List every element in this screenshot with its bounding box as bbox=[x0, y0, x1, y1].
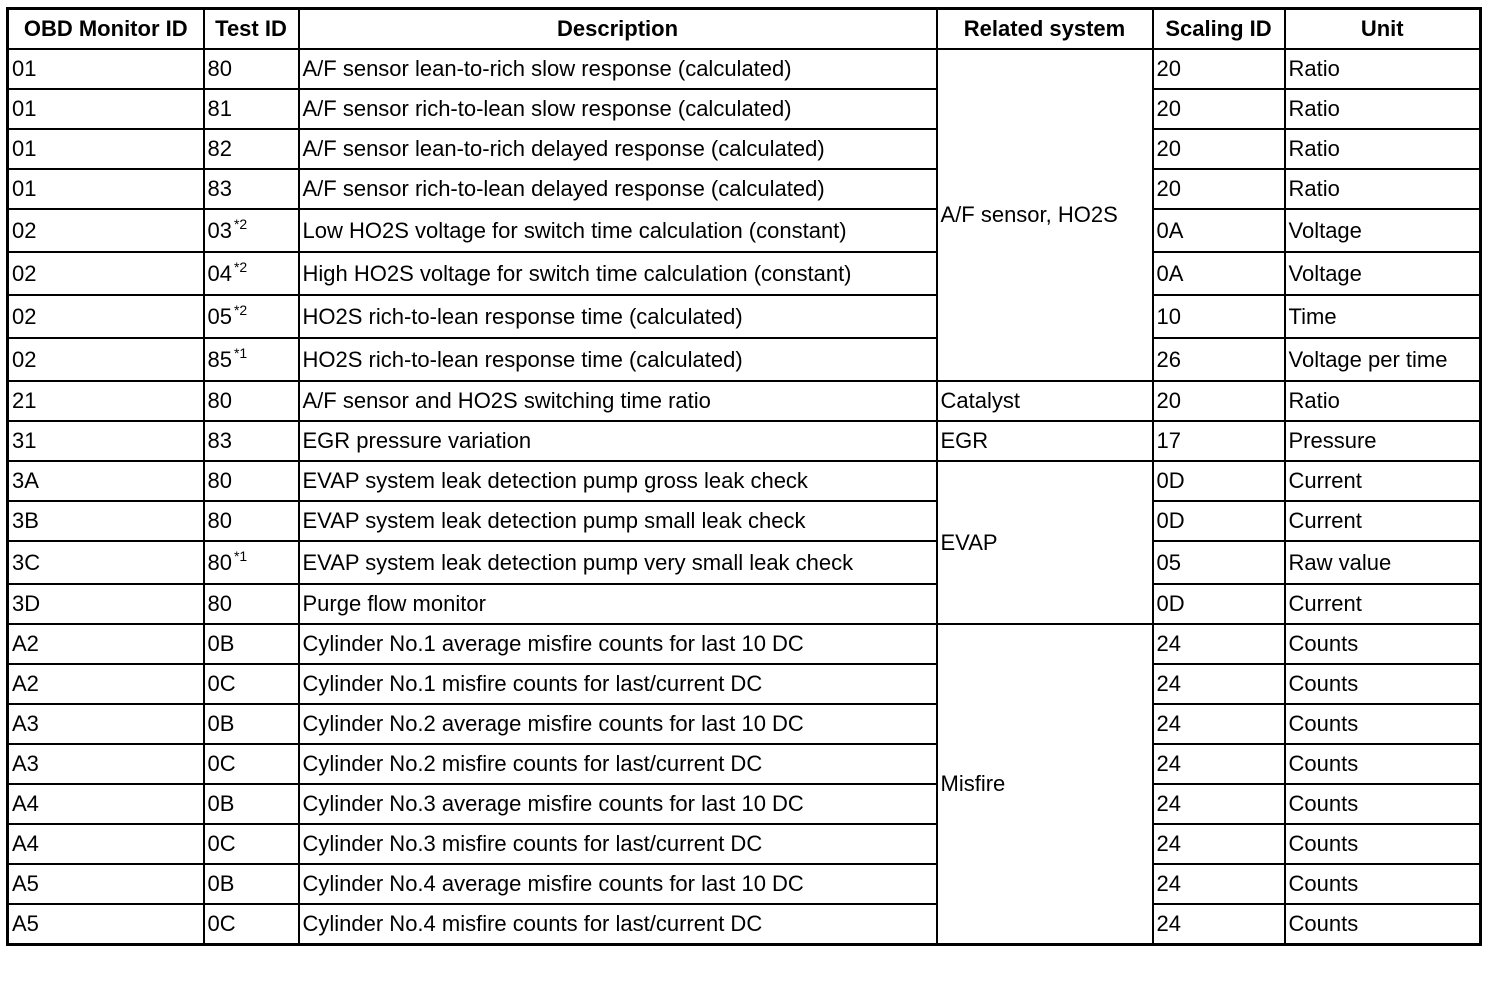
description-cell: Cylinder No.1 misfire counts for last/current DC bbox=[299, 664, 937, 704]
unit-cell: Ratio bbox=[1285, 381, 1481, 421]
scaling-id-cell: 24 bbox=[1153, 904, 1285, 945]
scaling-id-cell: 26 bbox=[1153, 338, 1285, 381]
obd-id-cell: A2 bbox=[8, 664, 204, 704]
description-cell: Cylinder No.1 average misfire counts for last 10 DC bbox=[299, 624, 937, 664]
test-id-cell: 0C bbox=[204, 824, 299, 864]
related-system-cell: A/F sensor, HO2S bbox=[937, 49, 1153, 381]
table-row bbox=[8, 824, 1481, 864]
related-system-cell: Misfire bbox=[937, 624, 1153, 945]
table-row bbox=[8, 784, 1481, 824]
description-cell: EVAP system leak detection pump very small leak check bbox=[299, 541, 937, 584]
header-row bbox=[8, 9, 1481, 50]
description-cell: EGR pressure variation bbox=[299, 421, 937, 461]
description-cell: A/F sensor and HO2S switching time ratio bbox=[299, 381, 937, 421]
header-related-system: Related system bbox=[937, 9, 1153, 50]
table-row bbox=[8, 252, 1481, 295]
unit-cell: Counts bbox=[1285, 744, 1481, 784]
scaling-id-cell: 20 bbox=[1153, 169, 1285, 209]
table-row bbox=[8, 129, 1481, 169]
scaling-id-cell: 0D bbox=[1153, 501, 1285, 541]
description-cell: High HO2S voltage for switch time calculation (constant) bbox=[299, 252, 937, 295]
header-description: Description bbox=[299, 9, 937, 50]
scaling-id-cell: 24 bbox=[1153, 864, 1285, 904]
test-id-cell: 04 $^{*2}$ bbox=[204, 252, 299, 295]
obd-id-cell: 01 bbox=[8, 169, 204, 209]
obd-id-cell: 01 bbox=[8, 89, 204, 129]
scaling-id-cell: 0D bbox=[1153, 461, 1285, 501]
obd-id-cell: 02 bbox=[8, 252, 204, 295]
scaling-id-cell: 05 bbox=[1153, 541, 1285, 584]
unit-cell: Raw value bbox=[1285, 541, 1481, 584]
description-cell: EVAP system leak detection pump small leak check bbox=[299, 501, 937, 541]
description-cell: HO2S rich-to-lean response time (calculated) bbox=[299, 338, 937, 381]
scaling-id-cell: 24 bbox=[1153, 664, 1285, 704]
table-row bbox=[8, 744, 1481, 784]
description-cell: Low HO2S voltage for switch time calculation (constant) bbox=[299, 209, 937, 252]
scaling-id-cell: 0D bbox=[1153, 584, 1285, 624]
footnote-mark: *2 bbox=[233, 216, 248, 233]
obd-id-cell: A3 bbox=[8, 744, 204, 784]
unit-cell: Ratio bbox=[1285, 49, 1481, 89]
obd-id-cell: 02 bbox=[8, 209, 204, 252]
unit-cell: Counts bbox=[1285, 904, 1481, 945]
table-row bbox=[8, 461, 1481, 501]
header-test-id: Test ID bbox=[204, 9, 299, 50]
unit-cell: Pressure bbox=[1285, 421, 1481, 461]
unit-cell: Counts bbox=[1285, 864, 1481, 904]
footnote-mark: *2 bbox=[233, 302, 248, 319]
unit-cell: Counts bbox=[1285, 704, 1481, 744]
table-row bbox=[8, 904, 1481, 945]
description-cell: Cylinder No.3 average misfire counts for last 10 DC bbox=[299, 784, 937, 824]
table-row bbox=[8, 421, 1481, 461]
obd-id-cell: 31 bbox=[8, 421, 204, 461]
test-id-cell: 0B bbox=[204, 784, 299, 824]
scaling-id-cell: 20 bbox=[1153, 49, 1285, 89]
obd-id-cell: A5 bbox=[8, 904, 204, 945]
table-row bbox=[8, 704, 1481, 744]
test-id-cell: 0B bbox=[204, 864, 299, 904]
description-cell: A/F sensor lean-to-rich delayed response (calculated) bbox=[299, 129, 937, 169]
unit-cell: Current bbox=[1285, 461, 1481, 501]
test-id-cell: 0C bbox=[204, 904, 299, 945]
unit-cell: Counts bbox=[1285, 824, 1481, 864]
obd-id-cell: 02 bbox=[8, 338, 204, 381]
scaling-id-cell: 24 bbox=[1153, 744, 1285, 784]
test-id-cell: 80 bbox=[204, 49, 299, 89]
table-row bbox=[8, 624, 1481, 664]
description-cell: Purge flow monitor bbox=[299, 584, 937, 624]
footnote-mark: *1 bbox=[233, 345, 248, 362]
unit-cell: Current bbox=[1285, 584, 1481, 624]
table-row bbox=[8, 541, 1481, 584]
table-row bbox=[8, 89, 1481, 129]
test-id-cell: 85 $^{*1}$ bbox=[204, 338, 299, 381]
scaling-id-cell: 24 bbox=[1153, 784, 1285, 824]
test-id-cell: 80 $^{*1}$ bbox=[204, 541, 299, 584]
test-id-cell: 0B bbox=[204, 624, 299, 664]
obd-id-cell: 3B bbox=[8, 501, 204, 541]
test-id-cell: 80 bbox=[204, 501, 299, 541]
scaling-id-cell: 20 bbox=[1153, 89, 1285, 129]
table-row bbox=[8, 501, 1481, 541]
table-row bbox=[8, 209, 1481, 252]
test-id-cell: 0C bbox=[204, 744, 299, 784]
scaling-id-cell: 10 bbox=[1153, 295, 1285, 338]
footnote-mark: *1 bbox=[233, 548, 248, 565]
unit-cell: Ratio bbox=[1285, 169, 1481, 209]
unit-cell: Voltage bbox=[1285, 252, 1481, 295]
table-row bbox=[8, 381, 1481, 421]
scaling-id-cell: 0A bbox=[1153, 209, 1285, 252]
table-row bbox=[8, 49, 1481, 89]
table-row bbox=[8, 864, 1481, 904]
obd-id-cell: 3D bbox=[8, 584, 204, 624]
description-cell: Cylinder No.2 average misfire counts for last 10 DC bbox=[299, 704, 937, 744]
related-system-cell: Catalyst bbox=[937, 381, 1153, 421]
table-row bbox=[8, 584, 1481, 624]
description-cell: EVAP system leak detection pump gross leak check bbox=[299, 461, 937, 501]
obd-monitor-table-container bbox=[6, 7, 1482, 946]
obd-id-cell: 01 bbox=[8, 129, 204, 169]
table-row bbox=[8, 295, 1481, 338]
obd-monitor-table bbox=[6, 7, 1482, 946]
description-cell: Cylinder No.4 misfire counts for last/current DC bbox=[299, 904, 937, 945]
test-id-cell: 80 bbox=[204, 461, 299, 501]
footnote-mark: *2 bbox=[233, 259, 248, 276]
test-id-cell: 03 $^{*2}$ bbox=[204, 209, 299, 252]
unit-cell: Ratio bbox=[1285, 129, 1481, 169]
related-system-cell: EVAP bbox=[937, 461, 1153, 624]
description-cell: HO2S rich-to-lean response time (calculated) bbox=[299, 295, 937, 338]
scaling-id-cell: 0A bbox=[1153, 252, 1285, 295]
description-cell: A/F sensor lean-to-rich slow response (calculated) bbox=[299, 49, 937, 89]
unit-cell: Voltage bbox=[1285, 209, 1481, 252]
test-id-cell: 83 bbox=[204, 169, 299, 209]
table-row bbox=[8, 338, 1481, 381]
scaling-id-cell: 24 bbox=[1153, 704, 1285, 744]
description-cell: Cylinder No.4 average misfire counts for last 10 DC bbox=[299, 864, 937, 904]
test-id-cell: 0B bbox=[204, 704, 299, 744]
unit-cell: Time bbox=[1285, 295, 1481, 338]
obd-id-cell: A5 bbox=[8, 864, 204, 904]
obd-id-cell: 21 bbox=[8, 381, 204, 421]
scaling-id-cell: 24 bbox=[1153, 624, 1285, 664]
description-cell: Cylinder No.2 misfire counts for last/current DC bbox=[299, 744, 937, 784]
related-system-cell: EGR bbox=[937, 421, 1153, 461]
description-cell: Cylinder No.3 misfire counts for last/current DC bbox=[299, 824, 937, 864]
obd-id-cell: A3 bbox=[8, 704, 204, 744]
test-id-cell: 83 bbox=[204, 421, 299, 461]
unit-cell: Ratio bbox=[1285, 89, 1481, 129]
unit-cell: Counts bbox=[1285, 664, 1481, 704]
description-cell: A/F sensor rich-to-lean slow response (calculated) bbox=[299, 89, 937, 129]
scaling-id-cell: 20 bbox=[1153, 381, 1285, 421]
scaling-id-cell: 24 bbox=[1153, 824, 1285, 864]
header-scaling-id: Scaling ID bbox=[1153, 9, 1285, 50]
test-id-cell: 81 bbox=[204, 89, 299, 129]
test-id-cell: 82 bbox=[204, 129, 299, 169]
obd-id-cell: A2 bbox=[8, 624, 204, 664]
unit-cell: Voltage per time bbox=[1285, 338, 1481, 381]
scaling-id-cell: 17 bbox=[1153, 421, 1285, 461]
obd-id-cell: A4 bbox=[8, 824, 204, 864]
test-id-cell: 80 bbox=[204, 584, 299, 624]
scaling-id-cell: 20 bbox=[1153, 129, 1285, 169]
test-id-cell: 05 $^{*2}$ bbox=[204, 295, 299, 338]
unit-cell: Counts bbox=[1285, 784, 1481, 824]
obd-id-cell: 02 bbox=[8, 295, 204, 338]
table-row bbox=[8, 169, 1481, 209]
description-cell: A/F sensor rich-to-lean delayed response (calculated) bbox=[299, 169, 937, 209]
unit-cell: Current bbox=[1285, 501, 1481, 541]
header-obd-monitor-id: OBD Monitor ID bbox=[8, 9, 204, 50]
unit-cell: Counts bbox=[1285, 624, 1481, 664]
test-id-cell: 80 bbox=[204, 381, 299, 421]
test-id-cell: 0C bbox=[204, 664, 299, 704]
obd-id-cell: A4 bbox=[8, 784, 204, 824]
obd-id-cell: 01 bbox=[8, 49, 204, 89]
header-unit: Unit bbox=[1285, 9, 1481, 50]
obd-id-cell: 3C bbox=[8, 541, 204, 584]
table-row bbox=[8, 664, 1481, 704]
obd-id-cell: 3A bbox=[8, 461, 204, 501]
